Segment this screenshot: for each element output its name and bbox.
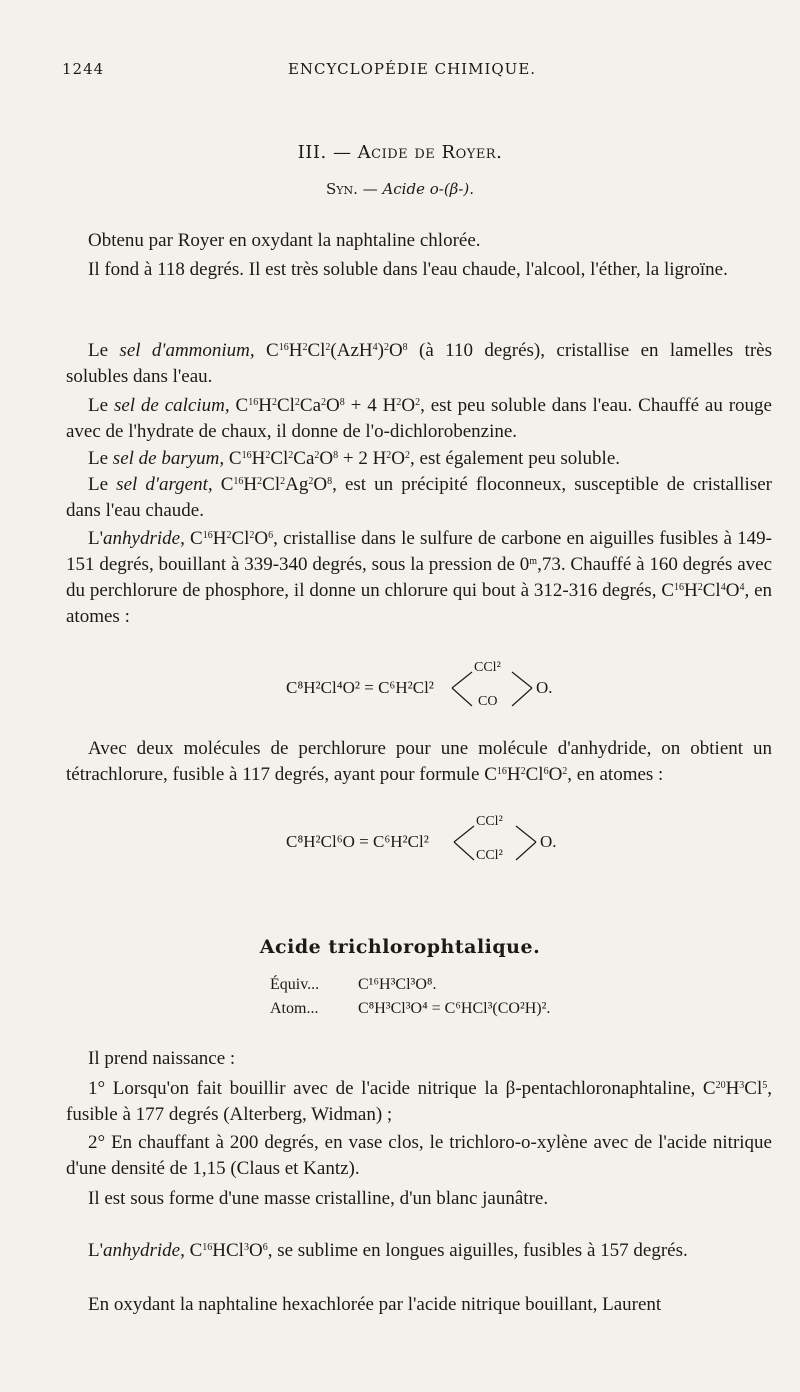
paragraph-method-1: 1° Lorsqu'on fait bouillir avec de l'acide nitrique la β-pentachloronaphtaline, $C^{20}H^3Cl^5$, fusible à 177 degrés (Alterberg, Widman) ;	[66, 1078, 772, 1125]
paragraph-baryum: Le sel de baryum, $C^{16}H^2Cl^2Ca^2O^8 + 2$ $H^2O^2$, est également peu soluble.	[88, 448, 621, 469]
paragraph-origin: Obtenu par Royer en oxydant la naphtaline chlorée.	[88, 230, 481, 251]
formula-lower-group: CO	[478, 694, 498, 709]
paragraph-argent: Le sel d'argent, $C^{16}H^2Cl^2Ag^2O^8$, est un précipité floconneux, susceptible de cristalliser dans l'eau chaude.	[66, 474, 772, 521]
formula-ring-oxygen: O.	[536, 678, 553, 697]
synonym-line: Syn. — Acide o-(β-).	[325, 180, 475, 198]
equiv-formula: C¹⁶H³Cl³O⁸.	[358, 976, 437, 993]
formula-tetrachlorure	[0, 814, 800, 874]
atom-formula: C⁸H³Cl³O⁴ = C⁶HCl³(CO²H)².	[358, 1000, 551, 1017]
paragraph-tetrachlorure: Avec deux molécules de perchlorure pour une molécule d'anhydride, on obtient un tétrachlorure, fusible à 117 degrés, ayant pour formule $C^{16}H^2Cl^6O^2$, en atomes :	[66, 738, 772, 785]
formula-ring-oxygen: O.	[540, 832, 557, 851]
formula-lower-group: CCl²	[476, 848, 503, 863]
syn-label: Syn.	[325, 180, 358, 198]
page-header	[62, 60, 762, 84]
paragraph-ammonium: Le sel d'ammonium, $C^{16}H^2Cl^2(AzH^4)^2O^8$ (à 110 degrés), cristallise en lamelles très solubles dans l'eau.	[66, 340, 772, 387]
formula-upper-group: CCl²	[476, 814, 503, 829]
paragraph-appearance: Il est sous forme d'une masse cristalline, d'un blanc jaunâtre.	[88, 1188, 549, 1209]
paragraph-melting: Il fond à 118 degrés. Il est très soluble dans l'eau chaude, l'alcool, l'éther, la ligroïne.	[88, 259, 728, 280]
atom-line	[270, 1000, 550, 1018]
paragraph-anhydride-2: L'anhydride, $C^{16}HCl^3O^6$, se sublime en longues aiguilles, fusibles à 157 degrés.	[88, 1240, 688, 1261]
atom-label: Atom...	[270, 1000, 319, 1017]
section-title	[0, 142, 800, 163]
equiv-label: Équiv...	[270, 976, 320, 993]
paragraph-calcium: Le sel de calcium, $C^{16}H^2Cl^2Ca^2O^8 + 4$ $H^2O^2$, est peu soluble dans l'eau. Chauffé au rouge avec de l'hydrate de chaux, il donne de l'o-dichlorobenzine.	[66, 395, 772, 442]
formula-lhs: C⁸H²Cl⁶O = C⁶H²Cl²	[286, 832, 429, 851]
compound-heading: Acide trichlorophtalique.	[259, 936, 541, 958]
running-title: ENCYCLOPÉDIE CHIMIQUE.	[287, 60, 537, 78]
equiv-line	[270, 976, 436, 994]
paragraph-origin-intro: Il prend naissance :	[88, 1048, 236, 1069]
section-name: Acide de Royer.	[357, 142, 503, 163]
syn-text: Acide o-(β-).	[382, 180, 475, 198]
formula-bracket-lines	[0, 660, 800, 720]
formula-lhs: C⁸H²Cl⁴O² = C⁶H²Cl²	[286, 678, 434, 697]
formula-bracket-lines	[0, 814, 800, 874]
paragraph-method-2: 2° En chauffant à 200 degrés, en vase clos, le trichloro-o-xylène avec de l'acide nitrique d'une densité de 1,15 (Claus et Kantz).	[66, 1132, 772, 1179]
paragraph-anhydride: L'anhydride, $C^{16}H^2Cl^2O^6$, cristallise dans le sulfure de carbone en aiguilles fusibles à 149-151 degrés, bouillant à 339-340 degrés, sous la pression de 0$^m$,73. Chauffé à 160 degrés avec du perchlorure de phosphore, il donne un chlorure qui bout à 312-316 degrés, $C^{16}H^2Cl^4O^4$, en atomes :	[66, 528, 773, 627]
page-number: 1244	[62, 60, 105, 78]
paragraph-laurent: En oxydant la naphtaline hexachlorée par l'acide nitrique bouillant, Laurent	[88, 1294, 662, 1315]
section-number: III. —	[297, 142, 358, 163]
formula-upper-group: CCl²	[474, 660, 501, 675]
formula-chlorure	[0, 660, 800, 720]
